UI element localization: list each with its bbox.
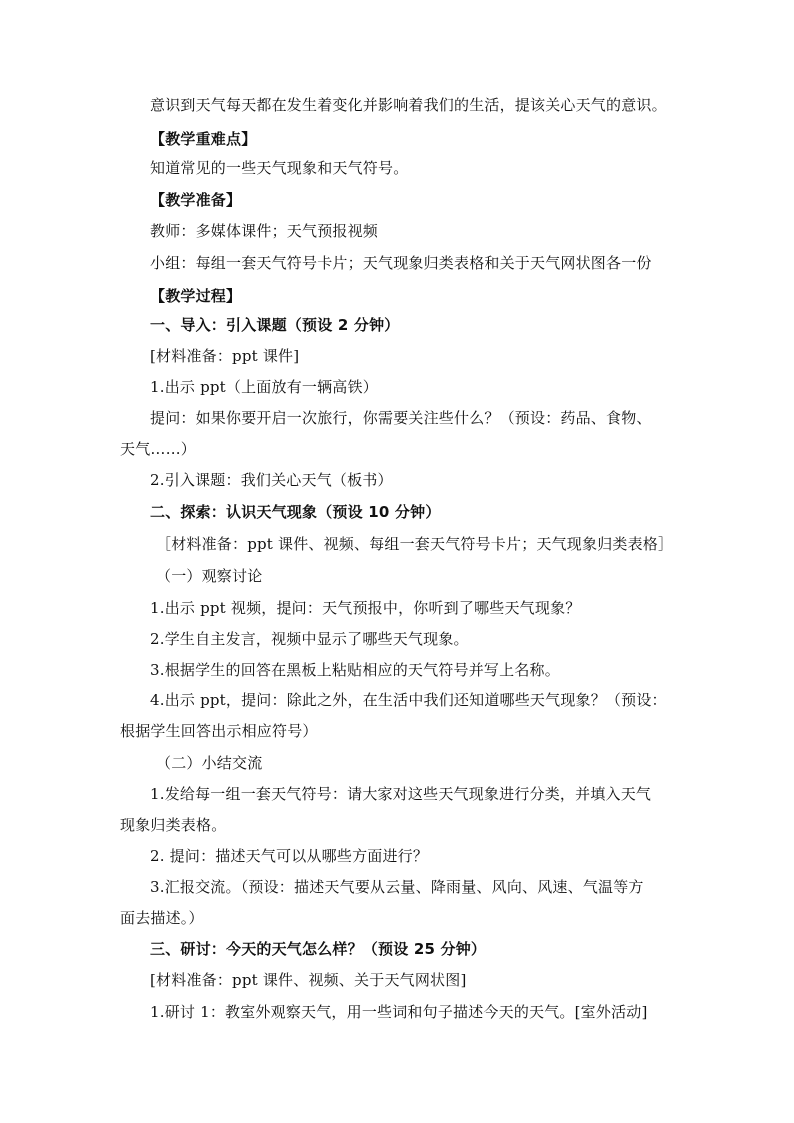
paragraph-line: 意识到天气每天都在发生着变化并影响着我们的生活，提该关心天气的意识。 — [150, 96, 667, 114]
section-heading: 【教学过程】 — [150, 287, 242, 305]
paragraph-line: 1.出示 ppt（上面放有一辆高铁） — [150, 378, 378, 396]
paragraph-line: 天气……） — [120, 440, 197, 458]
paragraph-line: 1.研讨 1：教室外观察天气，用一些词和句子描述今天的天气。[室外活动] — [150, 1003, 648, 1021]
subsection-heading: 三、研讨：今天的天气怎么样？（预设 25 分钟） — [150, 940, 487, 958]
paragraph-line: 3.汇报交流。（预设：描述天气要从云量、降雨量、风向、风速、气温等方 — [150, 878, 644, 896]
paragraph-line: 2. 提问：描述天气可以从哪些方面进行？ — [150, 847, 429, 865]
paragraph-line: 提问：如果你要开启一次旅行，你需要关注些什么？（预设：药品、食物、 — [150, 409, 652, 427]
subheading-line: （一）观察讨论 — [156, 567, 263, 585]
paragraph-line: 2.引入课题：我们关心天气（板书） — [150, 471, 393, 489]
section-heading: 【教学重难点】 — [150, 130, 257, 148]
paragraph-line: 知道常见的一些天气现象和天气符号。 — [150, 159, 409, 177]
paragraph-line: 教师：多媒体课件；天气预报视频 — [150, 222, 379, 240]
subsection-heading: 二、探索：认识天气现象（预设 10 分钟） — [150, 503, 441, 521]
paragraph-line: 2.学生自主发言，视频中显示了哪些天气现象。 — [150, 630, 469, 648]
materials-line: [材料准备：ppt 课件] — [150, 347, 300, 365]
paragraph-line: 3.根据学生的回答在黑板上粘贴相应的天气符号并写上名称。 — [150, 661, 560, 679]
paragraph-line: 现象归类表格。 — [120, 816, 227, 834]
section-heading: 【教学准备】 — [150, 191, 242, 209]
paragraph-line: 1.出示 ppt 视频，提问：天气预报中，你听到了哪些天气现象？ — [150, 599, 581, 617]
paragraph-line: 根据学生回答出示相应符号） — [120, 722, 318, 740]
materials-line: [材料准备：ppt 课件、视频、关于天气网状图] — [150, 971, 467, 989]
subsection-heading: 一、导入：引入课题（预设 2 分钟） — [150, 316, 400, 334]
materials-line: ［材料准备：ppt 课件、视频、每组一套天气符号卡片；天气现象归类表格］ — [156, 535, 674, 553]
paragraph-line: 小组：每组一套天气符号卡片；天气现象归类表格和关于天气网状图各一份 — [150, 254, 652, 272]
subheading-line: （二）小结交流 — [156, 754, 263, 772]
paragraph-line: 面去描述。） — [120, 909, 204, 927]
paragraph-line: 1.发给每一组一套天气符号：请大家对这些天气现象进行分类，并填入天气 — [150, 785, 652, 803]
paragraph-line: 4.出示 ppt，提问：除此之外，在生活中我们还知道哪些天气现象？（预设： — [150, 691, 667, 709]
